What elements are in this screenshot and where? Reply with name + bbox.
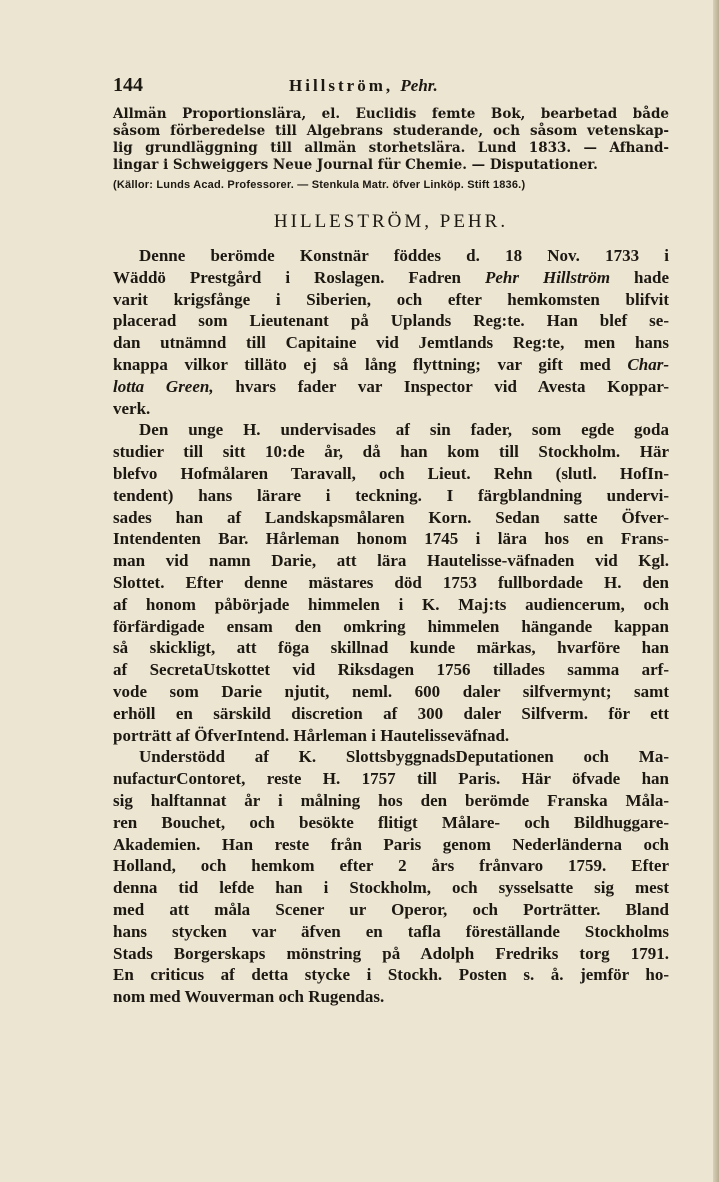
- running-head: [289, 76, 438, 96]
- text-line: erhöll en särskild discretion af 300 daler Silfverm. för ett: [113, 703, 669, 723]
- prev-entry-line: såsom förberedelse till Algebrans studerande, och såsom vetenskap-: [113, 123, 669, 139]
- prev-entry-line: Allmän Proportionslära, el. Euclidis femte Bok, bearbetad både: [113, 106, 669, 122]
- italic-name: Pehr Hillström: [484, 267, 611, 287]
- text-line: placerad som Lieutenant på Uplands Reg:te. Han blef se-: [113, 311, 669, 331]
- text-line: knappa vilkor tilläto ej så lång flyttning; var gift med Char-: [113, 354, 669, 374]
- text-line: studier till sitt 10:de år, då han kom till Stockholm. Här: [113, 442, 669, 462]
- text-line: med att måla Scener ur Operor, och Porträtter. Bland: [113, 899, 669, 919]
- text-line: vode som Darie njutit, neml. 600 daler silfvermynt; samt: [113, 681, 669, 701]
- paragraph-1: [113, 245, 669, 419]
- text-line: Stads Borgerskaps mönstring på Adolph Fredriks torg 1791.: [113, 943, 669, 963]
- text-line: Intendenten Bar. Hårleman honom 1745 i lära hos en Frans-: [113, 529, 669, 549]
- text-line: blefvo Hofmålaren Taravall, och Lieut. Rehn (slutl. HofIn-: [113, 463, 669, 483]
- running-head-name: Hillström,: [289, 76, 394, 95]
- page-header: [113, 74, 669, 102]
- text-line: Slottet. Efter denne mästares död 1753 fullbordade H. den: [113, 572, 669, 592]
- text-line: Wäddö Prestgård i Roslagen. Fadren Pehr Hillström hade: [113, 267, 670, 287]
- page-edge: [713, 0, 719, 1182]
- text-line: verk.: [113, 398, 151, 418]
- text-line: förfärdigade ensam den omkring himmelen hängande kappan: [113, 616, 669, 636]
- text-line: dan utnämnd till Capitaine vid Jemtlands Reg:te, men hans: [113, 333, 669, 353]
- prev-entry-line: lig grundläggning till allmän storhetslära. Lund 1833. — Afhand-: [113, 140, 669, 156]
- paragraph-3: [113, 746, 669, 1008]
- prev-entry-line: lingar i Schweiggers Neue Journal für Chemie. — Disputationer.: [113, 157, 598, 173]
- text-line: tendent) hans lärare i teckning. I färgblandning undervi-: [113, 485, 669, 505]
- previous-entry-tail: [113, 106, 669, 174]
- text-line: nufacturContoret, reste H. 1757 till Paris. Här öfvade han: [113, 769, 669, 789]
- italic-name: Char-: [627, 354, 669, 374]
- page-number: 144: [113, 74, 143, 96]
- text-line: ren Bouchet, och besökte flitigt Målare- och Bildhuggare-: [113, 812, 669, 832]
- text-line: lotta Green, hvars fader var Inspector vid Avesta Koppar-: [113, 376, 670, 396]
- text-line: Den unge H. undervisades af sin fader, som egde goda: [139, 420, 669, 440]
- book-page: [113, 74, 669, 1008]
- text-line: porträtt af ÖfverIntend. Hårleman i Hautelisseväfnad.: [113, 725, 510, 745]
- text-line: sades han af Landskapsmålaren Korn. Sedan satte Öfver-: [113, 507, 669, 527]
- sources-line: (Källor: Lunds Acad. Professorer. — Stenkula Matr. öfver Linköp. Stift 1836.): [113, 179, 526, 191]
- text-line: En criticus af detta stycke i Stockh. Posten s. å. jemför ho-: [113, 965, 669, 985]
- text-line: hans stycken var äfven en tafla föreställande Stockholms: [113, 921, 669, 941]
- italic-name: lotta Green,: [113, 376, 214, 396]
- entry-title: HILLESTRÖM, PEHR.: [273, 211, 509, 232]
- text-line: Akademien. Han reste från Paris genom Nederländerna och: [113, 834, 669, 854]
- text-line: Holland, och hemkom efter 2 års frånvaro 1759. Efter: [113, 856, 669, 876]
- text-line: varit krigsfånge i Siberien, och efter hemkomsten blifvit: [113, 289, 669, 309]
- running-head-given: Pehr.: [400, 76, 438, 95]
- text-line: Denne berömde Konstnär föddes d. 18 Nov. 1733 i: [139, 246, 669, 265]
- text-line: sig halftannat år i målning hos den berömde Franska Måla-: [113, 790, 669, 810]
- text-line: denna tid lefde han i Stockholm, och sysselsatte sig mest: [113, 878, 669, 898]
- paragraph-2: [113, 419, 669, 746]
- text-line: nom med Wouverman och Rugendas.: [113, 987, 385, 1007]
- text-line: man vid namn Darie, att lära Hautelisse-väfnaden vid Kgl.: [113, 551, 669, 571]
- text-line: Understödd af K. SlottsbyggnadsDeputationen och Ma-: [139, 747, 669, 767]
- text-line: af SecretaUtskottet vid Riksdagen 1756 tillades samma arf-: [113, 660, 669, 680]
- text-line: så skickligt, att föga skillnad kunde märkas, hvarföre han: [113, 638, 669, 658]
- text-line: af honom påbörjade himmelen i K. Maj:ts audiencerum, och: [113, 594, 669, 614]
